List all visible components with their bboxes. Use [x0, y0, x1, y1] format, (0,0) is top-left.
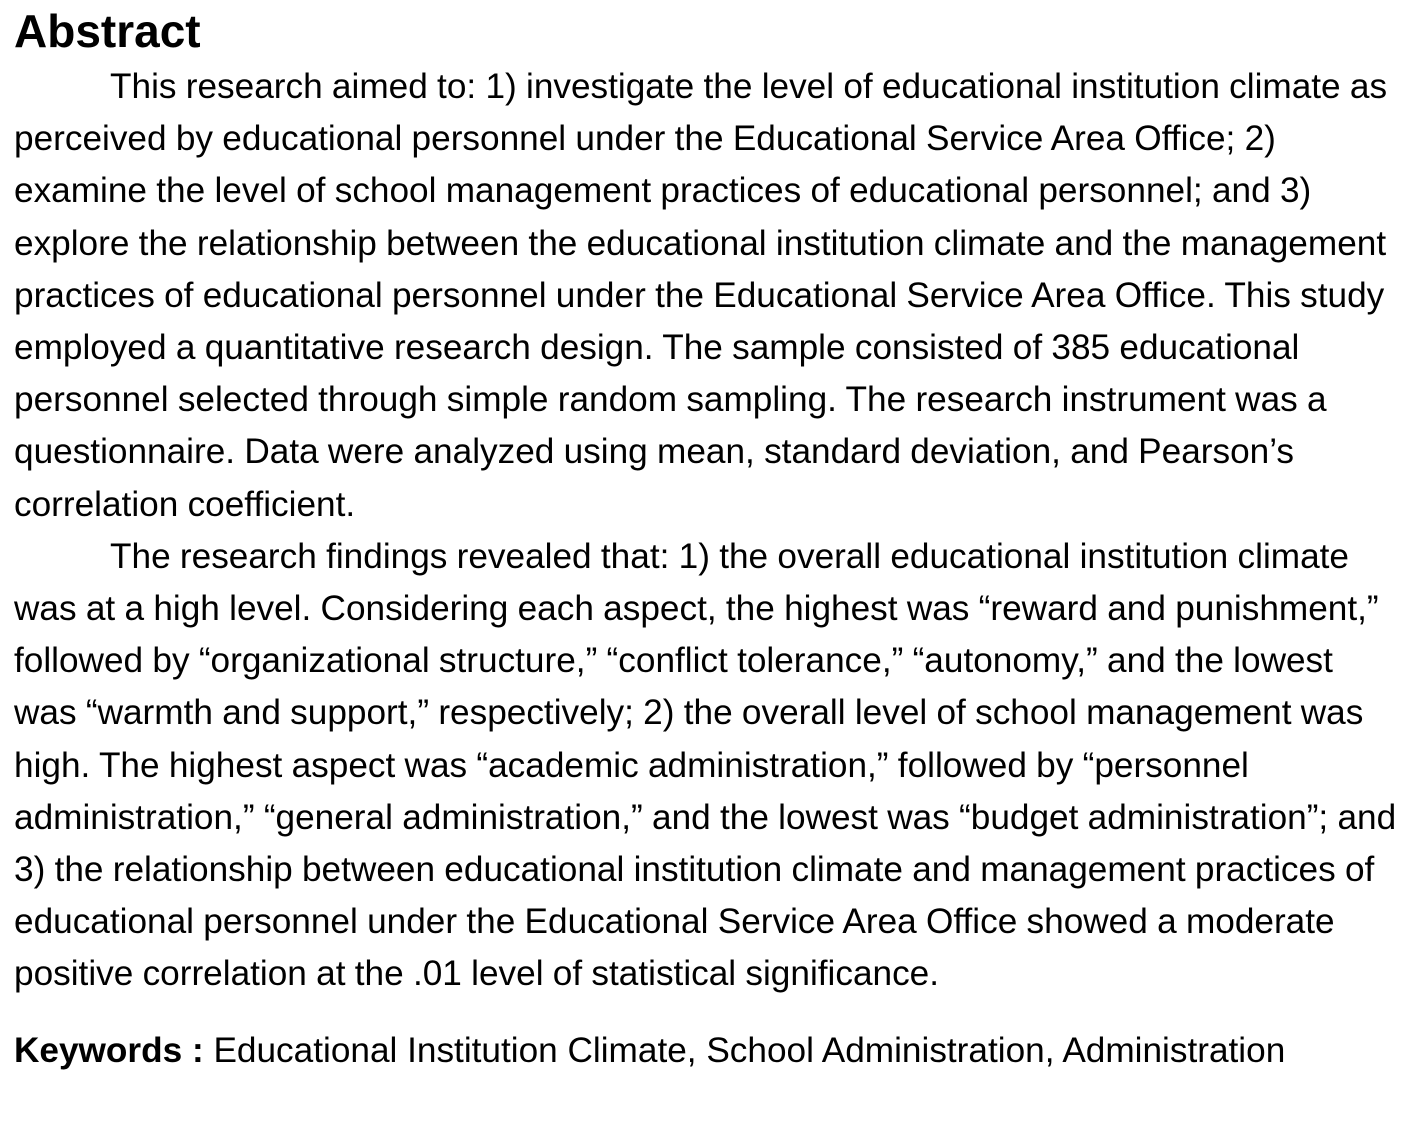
- abstract-heading: Abstract: [14, 5, 201, 57]
- abstract-paragraph-objectives: This research aimed to: 1) investigate the level of educational institution climate as perceived by educational personnel under the Educational Service Area Office; 2) examine the level of school management practices of educational personnel; and 3) explore the relationship between the educational institution climate and the management practices of educational personnel under the Educational Service Area Office. This study employed a quantitative research design. The sample consisted of 385 educational personnel selected through simple random sampling. The research instrument was a questionnaire. Data were analyzed using mean, standard deviation, and Pearson’s correlation coefficient.: [14, 67, 1388, 524]
- keywords-list: Educational Institution Climate, School Administration, Administration: [213, 1030, 1286, 1070]
- abstract-paragraph-findings: The research findings revealed that: 1) the overall educational institution climate was at a high level. Considering each aspect, the highest was “reward and punishment,” followed by “organizational structure,” “conflict tolerance,” “autonomy,” and the lowest was “warmth and support,” respectively; 2) the overall level of school management was high. The highest aspect was “academic administration,” followed by “personnel administration,” “general administration,” and the lowest was “budget administration”; and 3) the relationship between educational institution climate and management practices of educational personnel under the Educational Service Area Office showed a moderate positive correlation at the .01 level of statistical significance.: [14, 536, 1397, 994]
- keywords-line: [14, 1025, 1400, 1077]
- keywords-label: Keywords :: [14, 1030, 204, 1070]
